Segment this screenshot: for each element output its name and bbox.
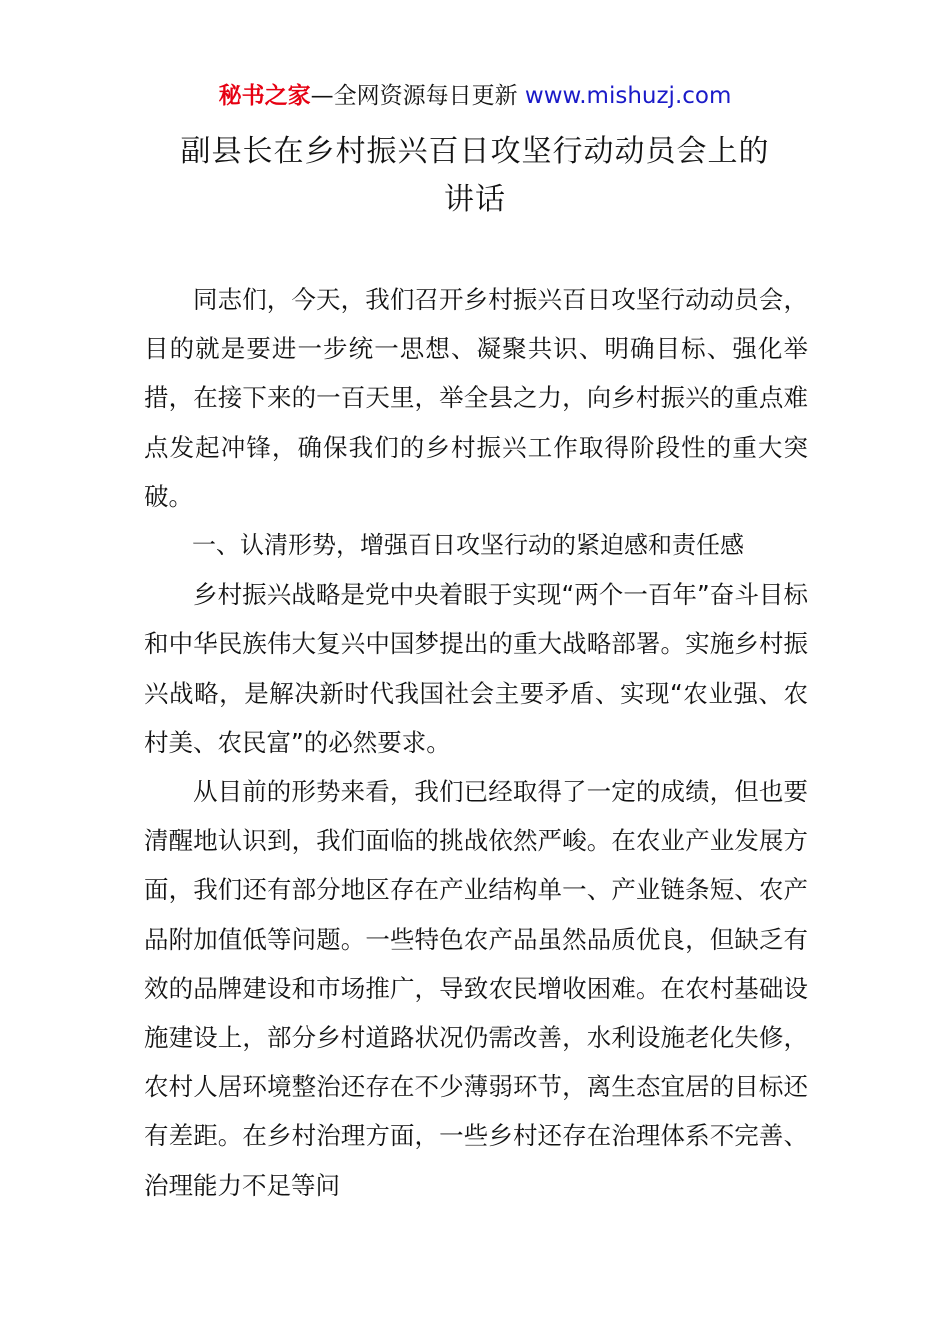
title-line-2: 讲话	[444, 182, 506, 217]
paragraph-situation: 从目前的形势来看，我们已经取得了一定的成绩，但也要清醒地认识到，我们面临的挑战依然严峻。在农业产业发展方面，我们还有部分地区存在产业结构单一、产业链条短、农产品附加值低等问题。一些特色农产品虽然品质优良，但缺乏有效的品牌建设和市场推广，导致农民增收困难。在农村基础设施建设上，部分乡村道路状况仍需改善，水利设施老化失修，农村人居环境整治还存在不少薄弱环节，离生态宜居的目标还有差距。在乡村治理方面，一些乡村还存在治理体系不完善、治理能力不足等问	[144, 777, 808, 1200]
document-body	[144, 275, 808, 1210]
site-brand: 秘书之家	[218, 83, 311, 109]
paragraph-opening: 同志们，今天，我们召开乡村振兴百日攻坚行动动员会，目的就是要进一步统一思想、凝聚共识、明确目标、强化举措，在接下来的一百天里，举全县之力，向乡村振兴的重点难点发起冲锋，确保我们的乡村振兴工作取得阶段性的重大突破。	[144, 285, 808, 511]
document-title	[120, 128, 830, 224]
site-tagline: —全网资源每日更新	[310, 83, 525, 109]
site-url-link[interactable]: www.mishuzj.com	[524, 83, 732, 109]
section-heading-1: 一、认清形势，增强百日攻坚行动的紧迫感和责任感	[192, 531, 744, 560]
title-line-1: 副县长在乡村振兴百日攻坚行动动员会上的	[180, 134, 770, 169]
site-header	[0, 80, 950, 112]
paragraph-strategy: 乡村振兴战略是党中央着眼于实现“两个一百年”奋斗目标和中华民族伟大复兴中国梦提出的重大战略部署。实施乡村振兴战略，是解决新时代我国社会主要矛盾、实现“农业强、农村美、农民富”的必然要求。	[144, 580, 808, 757]
